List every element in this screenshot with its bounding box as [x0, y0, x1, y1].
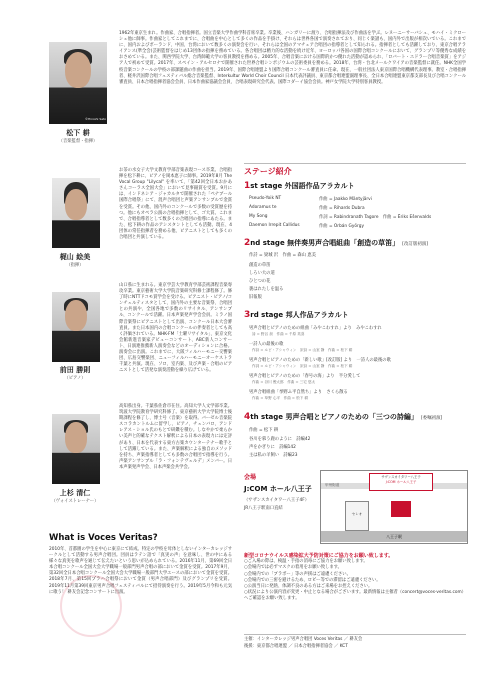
song-item: My Song 作詞 = Rabindranath Tagore 作曲 = Ēriks Ešenvalds [249, 214, 432, 220]
divider [244, 163, 466, 164]
profile-name: 前田 勝則 [59, 366, 91, 374]
map-road-label: 甲州街道 [325, 483, 340, 487]
notice-item: ○会場内での「ブラボー」等の声援はご遠慮ください。 [244, 571, 351, 577]
venue-name: J:COM ホール八王子 [244, 485, 312, 493]
song-item: 旧報版 [249, 295, 262, 300]
song-item: 一詩人の最後の歌 [249, 342, 284, 347]
profile-name: 上杉 清仁 [59, 489, 91, 497]
profile-role: （音楽監督・指揮） [58, 139, 98, 144]
stage-lyricist: 作詩 = 梁城 沢 作曲 = 森山 恵美 [249, 253, 316, 258]
notice-item: ○ご入場の際は、検温・手指の消毒にご協力をお願い致します。 [244, 559, 368, 565]
song-item: 谷川を慕う鹿のように 詩編42 [249, 437, 311, 442]
song-item: Daemon Irrepit Callidus 作曲 = Orbán György [249, 223, 364, 229]
stage-title: 邦人作品アラカルト [285, 311, 349, 319]
profile-bio: 山口県に生まれる。東京学芸大学教育学部芸術課程音楽専攻卒業。東京藝術大学大学院音楽研究科修士課程修了。修了時にNTTドコモ賞学会を受ける。ピアニスト・ピアノ/コンチェルティスタとして、国内外の主要な音楽祭、合唱団との共演や、全国各地で多数のリサイタル、アンサンブル、コンクールで活躍。日本声楽発声学会会員。ミラノ国際音楽祭にピアニストとして出演、コンクール日本大会審査員。また日本国内の合唱コンクールの伴奏者としても高く評価されている。NHK-FM「土曜リサイタル」、東京文化会館新進音楽家デビューコンサート、ABC新人コンサート、日演連推薦新人演奏会などのオーディションに合格。演奏会に出演。これまでに、大阪フィルハーモニー交響楽団、広島交響楽団、ニューフィルハーモニーオーケストラ千葉と共演。現在、ソロ、室内楽、及び声楽・合唱のピアニストとして活発な演奏活動を繰り広げている。 [119, 283, 232, 374]
notice-item: ○状況により公演内容が変更・中止となる場合がございます。最新情報は主催者（concert@voces-veritas.com）へご確認をお願い致します。 [244, 590, 466, 602]
song-composer: 作曲 = 谷川 俊太郎 作曲 = 三宅 悠太 [252, 380, 316, 384]
map-tower-box [369, 473, 433, 491]
profile-photo-uesugi [52, 414, 100, 484]
song-item: 声をかぎりに 詩編142 [249, 445, 296, 450]
notice-title: 新型コロナウイルス感染拡大予防対策にご協力をお願い致します。 [244, 553, 394, 559]
profile-name: 梶山 絵美 [59, 253, 91, 261]
song-composer: 作詞 = ルビ・アシャウィン 訳詩 = 山室 静 作曲 = 松下 耕 [252, 364, 353, 368]
footer-divider [244, 634, 466, 635]
venue-map [320, 470, 468, 544]
profile-role: （ヴォイストレーナー） [51, 499, 99, 504]
stage-lyricist: 作曲 = 松下 耕 [249, 428, 279, 433]
stage-1-heading: 1st stage 外国語作品アラカルト [244, 181, 355, 191]
footer-organizer: 主催：インターカレッジ男声合唱団 Voces Veritas ／ 耕友会 [244, 637, 363, 642]
song-item: ひとつの花 [249, 279, 271, 284]
watermark-seal [60, 575, 122, 637]
profile-photo-kajiyama [52, 178, 100, 248]
song-item: しろい大の道 [249, 271, 275, 276]
song-composer: 作詩 = ルビ・アシャウィン 訳詩 = 山室 静 作曲 = 松下 耕 [252, 348, 353, 352]
about-text: 2010年、首都圏の学生を中心に東京にて結成。特定の学校を母体としないインターカレッジサークルとして活動する男声合唱団。団員はラテン語で「真実の声」を意味し、世の中にある様々な真実を歌声を通じて伝えたいという思いが込められている。2016年11月、第69回全日本合唱コンクール全国大会大学職場一般部門男声合唱の部において金賞を受賞。2017年9月、第32回全日本合唱コンクール全国大会大学職場一般部門大学ユースの部において金賞を受賞。2018年7月、第15回プラハ合唱祭において金賞（男声合唱部門）及びグランプリを受賞。2019年11月第39回東京男声合唱フェスティバルにて招待演奏を行う。2019年5月今和も元気に歌う！ 耕友会記念コンサートに出演。 [49, 547, 232, 595]
profile-photo-maeda [52, 292, 100, 362]
stage-2-heading: 2nd stage 無伴奏男声合唱組曲「創造の草笛」 [改訂版初演] [244, 238, 429, 248]
stage-4-heading: 4th stage 男声合唱とピアノのための「三つの詩編」 [委嘱初演] [244, 412, 443, 422]
profile-role: （指揮） [66, 263, 84, 268]
song-item: Pseudo-Yoik NT 作曲 = Jaakko Mäntyjärvi [249, 196, 372, 202]
song-item: 男声合唱とピアノのための「春号の海」より 半分愛して [249, 374, 361, 379]
notice-item: ○会場内では必ずマスクの着用をお願い致します。 [244, 565, 342, 571]
stage-title: 外国語作品アラカルト [284, 182, 355, 190]
profile-role: （ピアノ） [64, 376, 86, 381]
stage-title: 無伴奏男声合唱組曲「創造の草笛」 [287, 239, 400, 247]
map-store-label: セレオ [351, 512, 363, 516]
map-station-bar [321, 531, 467, 542]
map-venue-marker [391, 501, 411, 517]
venue-address: （サザンスカイタワー八王子4F） [244, 498, 310, 503]
song-item: 創造の草笛 [249, 263, 271, 268]
about-title: What is Voces Veritas? [49, 533, 158, 543]
profile-bio: 高知県出身。千葉県佐倉市在住。高知大学人文学部卒業。筑波大学院教育学研究科修了。東京藝術大学大学院博士後期課程を修了し、博士号（音楽）を取得。バーゼル音楽院スコラカントルムに留学し、ピアノ、チェンバロ、アンドレアス・ショル氏のもとで研鑽を積む。しなやかで柔らかい美声と的確なテクスト解釈による日本の表現力には定評があり、日本を代表する東方古楽カウンターテナー歌手として活躍している。また、声楽解釈による独自のメソッドを持ち、声楽指導者としても多数の合唱団で指導を行う。声楽アンサンブル「ラ・フォンテヴェルデ」メンバー。日本声楽発声学会、日本声楽会共学会。 [119, 404, 232, 470]
song-item: 裏はれたしを温る [249, 287, 284, 292]
profile-bio: 1962年東京生まれ。作曲家、合唱指揮者。国立音楽大学作曲学科首席卒業。卒業後、ハンガリーに渡り、合唱指揮法及び作曲法を学ぶ。レヌーニーサーバシュ、モハイ・ミクローシュ他に師事。作曲家としてこれまでに、合唱曲を中心として多くの作品を手掛け、それらは世界各国で演奏されており、同じく楽譜も、国内外で出版が相次いでいる。これまでに、国内およびポーランド、中国、台湾において数多くの演奏会を行い、それらは全国のアマチュア合唱団の指導者として知られる。指揮者としても活躍しており、東京合唱アライアンス(準全会)芸術監督をはじめ13団体の指揮を務めている。各合唱団は精力的な活動を続け近年、ヨーロッパ各国の国際合唱コンクールにおいて、グランプリ等優秀な成績をおさめている。また、関西学院大学、台湾師範大学の客員教授を務める。2005年、合唱音楽における国際的かつ優れた活動が認められ、「ロバート・エドラー合唱音楽賞」をアジア人で初めて受賞。2017年、スペイン・アルセロナで開催された世界合唱シンポジウムの芸術委員を務める。2018年、台湾・台北メールクワイアの音楽監督に就任。NHK全国学校音楽コンクールの学校の部課題曲の作曲を担当。2019年、国際合唱連盟より国際合唱コンクール審査員に任命。現在、一般社団法人東京国際合唱機構代表理事。教室・合唱指揮者、軽井沢国際合唱フェスティバル総合音楽監督、Interkultur World Choir Council 日本代表評議員、東京都合唱連盟副理事長、全日本合唱連盟東京都支部長及び合唱コンクール審査員、日本合唱指揮者協会会員、日本作曲家協議会会員、合唱表現研究会代表。国際コダーイ協会会員。神戸女学院大学特別客員教授。 [119, 31, 466, 85]
song-item: 男声合唱とピアノのための組曲「みやこわすれ」より みやこわすれ [249, 326, 382, 331]
photo-caption: ©Hiroshi Sato [85, 117, 107, 121]
notice-item: ○公演当日に発熱、体調不良のある方はご来場をお控えください。 [244, 584, 373, 590]
profile-photo-matsushita [49, 42, 107, 124]
song-item: 男声合唱とピアノのための「新しい歌」[改訂版] より 一詩人の最後の歌 [249, 358, 391, 363]
profile-name: 松下 耕 [66, 129, 90, 137]
song-item: Adoramus te 作曲 = Rihards Dubra [249, 205, 365, 211]
map-hall-label: J:COM ホール八王子 [385, 480, 417, 484]
footer-sponsor: 後援：東京都合唱連盟 ／ 日本合唱指揮者協会 ／ KCT [244, 643, 348, 649]
stage-3-heading: 3rd stage 邦人作品アラカルト [244, 310, 349, 320]
map-station-label: 八王子駅 [386, 534, 402, 539]
footer [244, 637, 466, 650]
covid-notice [244, 553, 466, 603]
song-composer: 作曲 = 草野 心平 作曲 = 松下 耕 [252, 396, 309, 400]
song-composer: 詩 = 野呂 昶 作曲 = 千原 英喜 [252, 332, 305, 336]
program-section-title: ステージ紹介 [244, 167, 292, 176]
notice-item: ○会場内での三密を避けるため、ロビー等での滞留はご遠慮ください。 [244, 577, 381, 583]
map-tower-label: サザンスカイタワー八王子 [381, 475, 421, 479]
profile-bio: お茶の水女子大学文教育学部音楽表現コース卒業。合唱指揮を松下耕に、ピアノを岡本恵子に師事。2019年8月 The Vocal Group "Lilycal" を率いて、「第42回全日本おかあさんコーラス全国大会」において見事銀賞を受賞。9月には、インドネシア・ジャカルタで開催された「ペナブール国際合唱祭」にて、混声合唱団と声楽アンサンブルで金賞を受賞。その他、国内外のコンクールで多数の受賞歴を持つ。他にもオペラ公演の合唱指揮として、ゴ大賞。これまで、合唱指導者として数多くの合唱団の指導にあたる。また、松下耕の作品のアシスタントとしても活動。現在、4団体の常任指揮者を務める他、ピアニストとしても多くの合唱団と共演している。 [119, 168, 232, 241]
song-item: 主は私の羊飼い 詩編23 [249, 453, 298, 458]
song-item: 男声合唱組曲「挙野ふ平自然ち」より さくら散る [249, 390, 348, 395]
venue-label: 会場 [244, 474, 257, 481]
venue-access: JR八王子駅南口直結 [244, 506, 283, 511]
stage-title: 男声合唱とピアノのための「三つの詩編」 [285, 413, 418, 421]
map-store-box [345, 501, 369, 531]
